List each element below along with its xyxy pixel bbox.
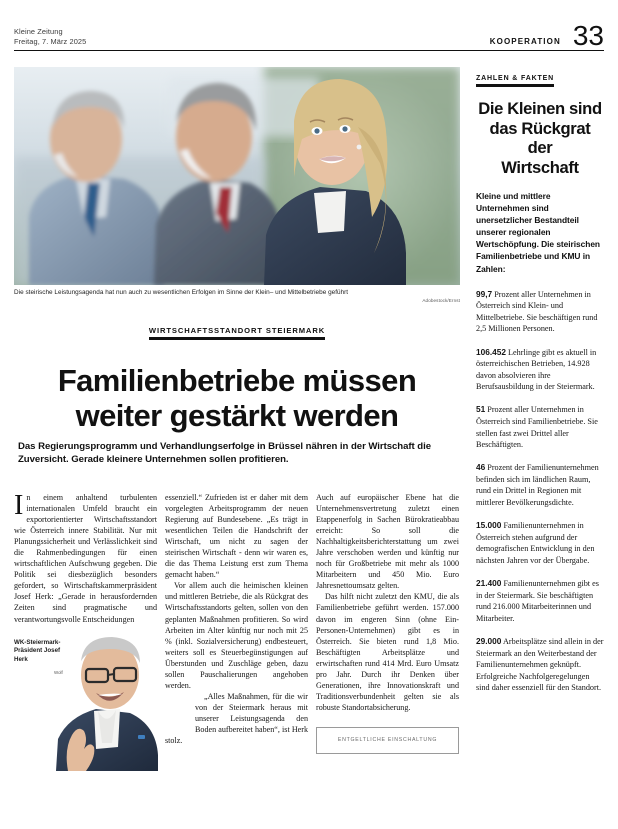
article-body bbox=[14, 492, 460, 824]
column1-paragraph-1-text: n einem anhaltend turbulenten internationalen Umfeld braucht ein exportorientierter Wirtschaftsstandort wie Österreich innere Stabilität. Nur mit Planungssicherheit und Verlässlichkeit sind die Rahmenbedingungen für einen wirtschaftlichen Aufschwung gegeben. Die Politik sei diesbezüglich besonders gefordert, so Wirtschaftskammerpräsident Josef Herk: „Gerade in herausfordernden Zeiten sind pragmatische und verantwortungsvolle Entscheidungen bbox=[14, 493, 157, 624]
facts-sidebar bbox=[476, 67, 604, 705]
masthead-right-block bbox=[489, 19, 604, 51]
facts-title-line-1: Die Kleinen sind bbox=[478, 99, 602, 118]
facts-intro: Kleine und mittlere Unternehmen sind unersetzlicher Bestandteil unserer regionalen Wertschöpfung. Die steirischen Familienbetriebe und KMU in Zahlen: bbox=[476, 191, 600, 274]
fact-text: Lehrlinge gibt es aktuell in österreichischen Betrieben, 14.928 davon absolvieren ihre Berufsausbildung in der Steiermark. bbox=[476, 347, 597, 392]
fact-number: 29.000 bbox=[476, 635, 502, 646]
article-column-1 bbox=[14, 492, 157, 824]
fact-number: 15.000 bbox=[476, 520, 502, 531]
portrait-credit: Wolf bbox=[54, 669, 63, 675]
portrait-caption: WK-Steiermark-Präsident Josef Herk bbox=[14, 638, 61, 663]
fact-number: 106.452 bbox=[476, 346, 506, 357]
fact-number: 99,7 bbox=[476, 288, 493, 299]
facts-kicker: ZAHLEN & FAKTEN bbox=[476, 75, 554, 87]
fact-number: 51 bbox=[476, 404, 486, 415]
fact-item bbox=[476, 636, 604, 694]
fact-text: Prozent aller Unternehmen in Österreich sind Familienbetriebe. Sie stellen fast zwei Drittel aller Beschäftigten. bbox=[476, 405, 598, 450]
column2-paragraph-2: Vor allem auch die heimischen kleinen und mittleren Betriebe, die als Rückgrat des Wirtschaftsstandorts gelten, sollen von den geplanten Maßnahmen profitieren. So wird Arbeiten im Alter künftig nur noch mit 25 % (inkl. Sozialversicherung) endbesteuert, weiters soll es Steuerbegünstigungen auf Überstunden und Zuschläge geben, dazu sollen Pauschalierungen angehoben werden. bbox=[165, 581, 308, 690]
portrait-hand-wrap-spacer bbox=[165, 691, 191, 733]
headline-line-2: weiter gestärkt werden bbox=[75, 397, 399, 433]
drop-cap: I bbox=[14, 490, 24, 521]
masthead bbox=[14, 12, 604, 51]
facts-title-line-3: Wirtschaft bbox=[501, 157, 579, 177]
column2-paragraph-3-text: „Alles Maßnahmen, für die wir von der Steiermark heraus mit unserer Leistungsagenda den Boden aufbereitet haben“, ist Herk stolz. bbox=[165, 691, 308, 746]
fact-text: Prozent aller Unternehmen in Österreich sind Klein- und Mittelbetriebe. Sie beschäftigen rund 2,5 Millionen Personen. bbox=[476, 289, 598, 334]
section-label: KOOPERATION bbox=[489, 37, 561, 46]
facts-list bbox=[476, 289, 604, 694]
fact-number: 46 bbox=[476, 462, 486, 473]
column2-paragraph-3 bbox=[165, 691, 308, 746]
lead-photo-credit: Adobestock/Ernst bbox=[422, 298, 460, 303]
publication-date: Freitag, 7. März 2025 bbox=[14, 37, 87, 47]
fact-item bbox=[476, 462, 604, 508]
fact-text: Prozent der Familienunternehmen befinden sich im ländlichen Raum, rund ein Drittel in Regionen mit mittlerer Bevölkerungsdichte. bbox=[476, 463, 599, 508]
fact-text: Familienunternehmen in Österreich stehen aufgrund der demografischen Entwicklung in den nächsten Jahren vor der Übergabe. bbox=[476, 521, 595, 565]
lead-photo bbox=[14, 67, 460, 285]
column1-paragraph-1 bbox=[14, 492, 157, 625]
facts-title-line-2: das Rückgrat der bbox=[489, 118, 591, 157]
article-column-2 bbox=[165, 492, 308, 824]
lead-photo-image bbox=[14, 67, 460, 285]
fact-number: 21.400 bbox=[476, 578, 502, 589]
page-title bbox=[14, 363, 460, 433]
fact-text: Arbeitsplätze sind allein in der Steiermark an den Weiterbestand der Familienunternehmen geknüpft. Erfolgreiche Nachfolgeregelungen sind daher essenziell für den Standort. bbox=[476, 636, 604, 693]
facts-kicker-wrap bbox=[476, 67, 604, 99]
publication-name: Kleine Zeitung bbox=[14, 26, 63, 36]
article-standfirst: Das Regierungsprogramm und Verhandlungserfolge in Brüssel nähren in der Wirtschaft die Zuversicht. Gerade kleinere Unternehmen sollen profitieren. bbox=[18, 441, 432, 466]
paid-advertisement-note: ENTGELTLICHE EINSCHALTUNG bbox=[316, 727, 459, 754]
facts-title bbox=[476, 99, 604, 177]
page-number: 33 bbox=[572, 19, 604, 51]
fact-item bbox=[476, 289, 604, 335]
masthead-publication-block bbox=[14, 27, 86, 48]
fact-item bbox=[476, 520, 604, 566]
lead-photo-caption: Die steirische Leistungsagenda hat nun auch zu wesentlichen Erfolgen im Sinne der Klein– und Mittelbetriebe geführt bbox=[14, 289, 349, 296]
fact-item bbox=[476, 347, 604, 393]
column2-paragraph-1: essenziell.“ Zufrieden ist er daher mit dem vorgelegten Arbeitsprogramm der neuen Regierung auf Bundesebene. „Es trägt in wesentlichen Teilen die Handschrift der Wirtschaft, um nicht zu sagen der steirischen Wirtschaft - denn wir waren es, die das Thema Leistung erst zum Thema gemacht haben.“ bbox=[165, 493, 308, 580]
fact-item bbox=[476, 578, 604, 624]
article-kicker-wrap bbox=[14, 320, 460, 340]
article-kicker: WIRTSCHAFTSSTANDORT STEIERMARK bbox=[149, 326, 325, 340]
article-column-3 bbox=[316, 492, 459, 824]
column3-paragraph-2: Das hilft nicht zuletzt den KMU, die als Familienbetriebe geführt werden. 157.000 davon im engeren Sinn (ohne Ein-Personen-Unternehmen) gibt es in Österreich. Sie bieten rund 1,8 Mio. Beschäftigten Arbeitsplätze und erwirtschaften rund 414 Mrd. Euro Umsatz pro Jahr. Durch ihr Denken über Generationen, ihre Innovationskraft und Traditionsverbundenheit gelten sie als robuste Standortabsicherung. bbox=[316, 592, 459, 712]
portrait-block bbox=[14, 631, 157, 771]
headline-line-1: Familienbetriebe müssen bbox=[57, 362, 417, 398]
fact-item bbox=[476, 404, 604, 450]
column3-paragraph-1: Auch auf europäischer Ebene hat die Unternehmensvertretung zuletzt einen Etappenerfolg in Sachen Bürokratieabbau erreicht: So soll die Nachhaltigkeitsberichterstattung um zwei Jahre verschoben werden und künftig nur noch für Großbetriebe mit mehr als 1000 Mitarbeitern und 450 Mio. Euro Jahresnettoumsatz gelten. bbox=[316, 493, 459, 591]
fact-text: Familienunternehmen gibt es in der Steiermark. Sie beschäftigten rund 216.000 Mitarbeiterinnen und Mitarbeiter. bbox=[476, 579, 599, 623]
